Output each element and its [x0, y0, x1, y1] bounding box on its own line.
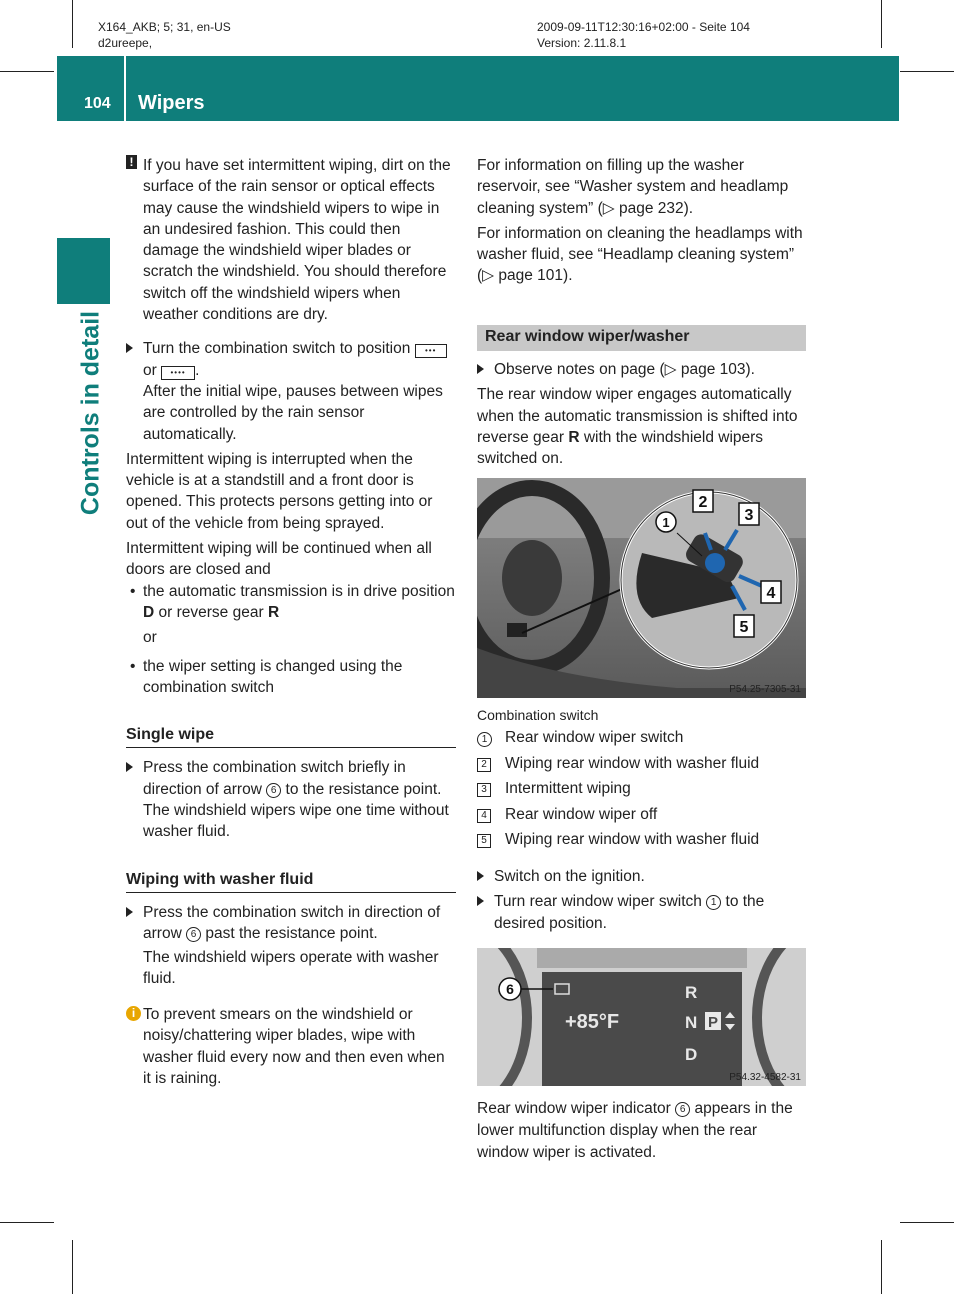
paragraph: [477, 1098, 811, 1164]
display-gear-r: R: [685, 983, 698, 1002]
legend-marker: 2: [477, 758, 491, 772]
step-text: [143, 338, 456, 381]
crop-mark: [72, 1240, 73, 1294]
step-washer: [126, 902, 456, 989]
crop-mark: [0, 71, 54, 72]
figure-combination-switch: [477, 478, 806, 698]
meta-line: d2ureepe,: [98, 36, 153, 50]
legend-text: Rear window wiper off: [505, 806, 658, 823]
para-part: with the windshield wipers switched on.: [477, 428, 764, 468]
gear-r: R: [568, 428, 580, 446]
legend-marker: 4: [477, 809, 491, 823]
para-part: Rear window wiper indicator: [477, 1100, 671, 1117]
right-column-top: [477, 155, 809, 287]
step-text: [143, 757, 456, 800]
subheading-single-wipe: Single wipe: [126, 724, 456, 748]
subheading-washer: Wiping with washer fluid: [126, 869, 456, 893]
callout-1: [656, 512, 676, 532]
step-arrow-icon: [477, 364, 484, 374]
crop-mark: [0, 1222, 54, 1223]
step-text: Switch on the ignition.: [494, 868, 645, 885]
or-word: or: [143, 361, 157, 379]
figure-code: P54.32-4582-31: [729, 1072, 801, 1083]
step-text-part: past the resistance point.: [205, 925, 378, 943]
callout-label: 5: [739, 619, 749, 636]
step-text-part: to the desired position.: [494, 893, 765, 932]
gear-r: R: [267, 603, 280, 621]
display-gear-n: N: [685, 1013, 698, 1032]
bullet-text-part: or reverse gear: [158, 603, 264, 621]
legend-marker: 3: [477, 783, 491, 797]
para-part: appears in the lower multifunction display when the rear window wiper is activated.: [477, 1100, 793, 1161]
bullet-item: [126, 581, 456, 649]
step-arrow-icon: [126, 907, 133, 917]
step-turn-switch: [126, 338, 456, 444]
right-column-bottom: [477, 1098, 811, 1164]
step-arrow-icon: [477, 896, 484, 906]
crop-mark: [72, 0, 73, 48]
para-part: The rear window wiper engages automatically when the automatic transmission is shifted into reverse gear: [477, 386, 798, 446]
period: .: [195, 361, 200, 379]
step-text: [143, 902, 456, 945]
heading-text: Rear window wiper/washer: [485, 328, 690, 345]
step-text-part: to the resistance point.: [285, 780, 442, 798]
print-meta-right: [537, 19, 750, 51]
step-result: The windshield wipers wipe one time without washer fluid.: [143, 802, 449, 841]
legend-text: Wiping rear window with washer fluid: [505, 755, 760, 772]
crop-mark: [900, 71, 954, 72]
step-text-part: Turn rear window wiper switch: [494, 893, 702, 911]
step-arrow-icon: [126, 762, 133, 772]
left-column: [126, 155, 456, 1089]
side-label-text: Controls in detail: [76, 310, 105, 516]
step-result: After the initial wipe, pauses between wipes are controlled by the rain sensor automatically.: [143, 382, 443, 443]
callout-marker: 1: [706, 895, 721, 910]
right-column-steps: [477, 866, 809, 934]
bullet-text: [143, 581, 456, 624]
paragraph: For information on cleaning the headlamps with washer fluid, see “Headlamp cleaning system” (▷ page 101).: [477, 224, 803, 285]
meta-line: 2009-09-11T12:30:16+02:00 - Seite 104: [537, 20, 750, 34]
paragraph: [477, 384, 809, 469]
figure-code: P54.25-7305-31: [729, 684, 801, 695]
step-text-part: Turn the combination switch to position: [143, 340, 411, 358]
legend-marker: 5: [477, 834, 491, 848]
callout-label: 2: [698, 494, 708, 511]
page-number: 104: [84, 95, 111, 112]
step-text: [494, 891, 809, 934]
callout-marker: 6: [675, 1102, 690, 1117]
info-icon: i: [126, 1006, 141, 1021]
warning-note: [126, 155, 456, 325]
paragraph: Intermittent wiping will be continued when all doors are closed and: [126, 540, 432, 579]
legend-marker: 1: [477, 732, 492, 747]
legend-text: Intermittent wiping: [505, 780, 631, 797]
paragraph: Intermittent wiping is interrupted when the vehicle is at a standstill and a front door is opened. This protects persons getting into or out of the vehicle from being sprayed.: [126, 450, 433, 532]
info-text: To prevent smears on the windshield or noisy/chattering wiper blades, wipe with washer fluid every now and then even when it is raining.: [143, 1006, 445, 1087]
position-symbol: ••••: [161, 366, 195, 380]
step-text-part: Press the combination switch briefly in direction of arrow: [143, 759, 406, 798]
bullet-dot: •: [130, 582, 136, 600]
callout-label: 4: [766, 585, 776, 602]
callout-6: [499, 978, 521, 1000]
warning-icon: !: [126, 155, 137, 169]
crop-mark: [881, 0, 882, 48]
paragraph: For information on filling up the washer reservoir, see “Washer system and headlamp cleaning system” (▷ page 232).: [477, 157, 789, 217]
crop-mark: [900, 1222, 954, 1223]
step-result: The windshield wipers operate with washer fluid.: [143, 948, 439, 987]
display-temperature: +85°F: [565, 1011, 620, 1033]
side-tab: [57, 238, 110, 304]
step-observe: [477, 359, 809, 380]
right-column-mid: [477, 359, 809, 469]
display-gear-p: P: [707, 1014, 719, 1031]
callout-label: 3: [744, 507, 754, 524]
print-meta-left: [98, 19, 231, 51]
info-note: [126, 1004, 456, 1089]
step-ignition: [477, 866, 809, 887]
callout-label: 6: [506, 981, 514, 997]
warning-text: If you have set intermittent wiping, dirt on the surface of the rain sensor or optical effects may cause the windshield wipers to wipe in an undesired fashion. This could then damage the windshield wiper blades or scratch the windshield. You should therefore switch off the windshield wipers when weather conditions are dry.: [143, 157, 451, 324]
legend-text: Wiping rear window with washer fluid: [505, 831, 760, 848]
callout-marker: 6: [186, 927, 201, 942]
header-separator: [124, 56, 126, 121]
meta-line: X164_AKB; 5; 31, en-US: [98, 20, 231, 34]
bullet-text-part: the automatic transmission is in drive position: [143, 582, 455, 600]
figure-caption: Combination switch: [477, 707, 599, 723]
callout-label: 1: [662, 515, 670, 530]
figure-multifunction-display: [477, 948, 806, 1086]
side-label: [66, 310, 116, 516]
step-arrow-icon: [477, 871, 484, 881]
step-arrow-icon: [126, 343, 133, 353]
callout-4: [761, 581, 781, 603]
callout-marker: 6: [266, 783, 281, 798]
crop-mark: [881, 1240, 882, 1294]
callout-3: [739, 503, 759, 525]
bullet-item: [126, 656, 456, 699]
step-turn-rear: [477, 891, 809, 934]
or-line: or: [143, 629, 157, 647]
step-single-wipe: [126, 757, 456, 842]
step-text-part: Press the combination switch in direction of arrow: [143, 903, 441, 943]
step-text: Observe notes on page (▷ page 103).: [494, 361, 755, 378]
callout-5: [734, 615, 754, 637]
bullet-text: the wiper setting is changed using the combination switch: [143, 657, 403, 696]
legend-text: Rear window wiper switch: [505, 729, 684, 746]
rear-wiper-heading: [477, 325, 806, 351]
bullet-dot: •: [130, 657, 136, 675]
section-title: Wipers: [138, 92, 205, 114]
position-symbol: •••: [415, 344, 447, 358]
display-gear-d: D: [685, 1045, 698, 1064]
callout-2: [693, 490, 713, 512]
gear-d: D: [143, 603, 155, 621]
meta-line: Version: 2.11.8.1: [537, 36, 627, 50]
